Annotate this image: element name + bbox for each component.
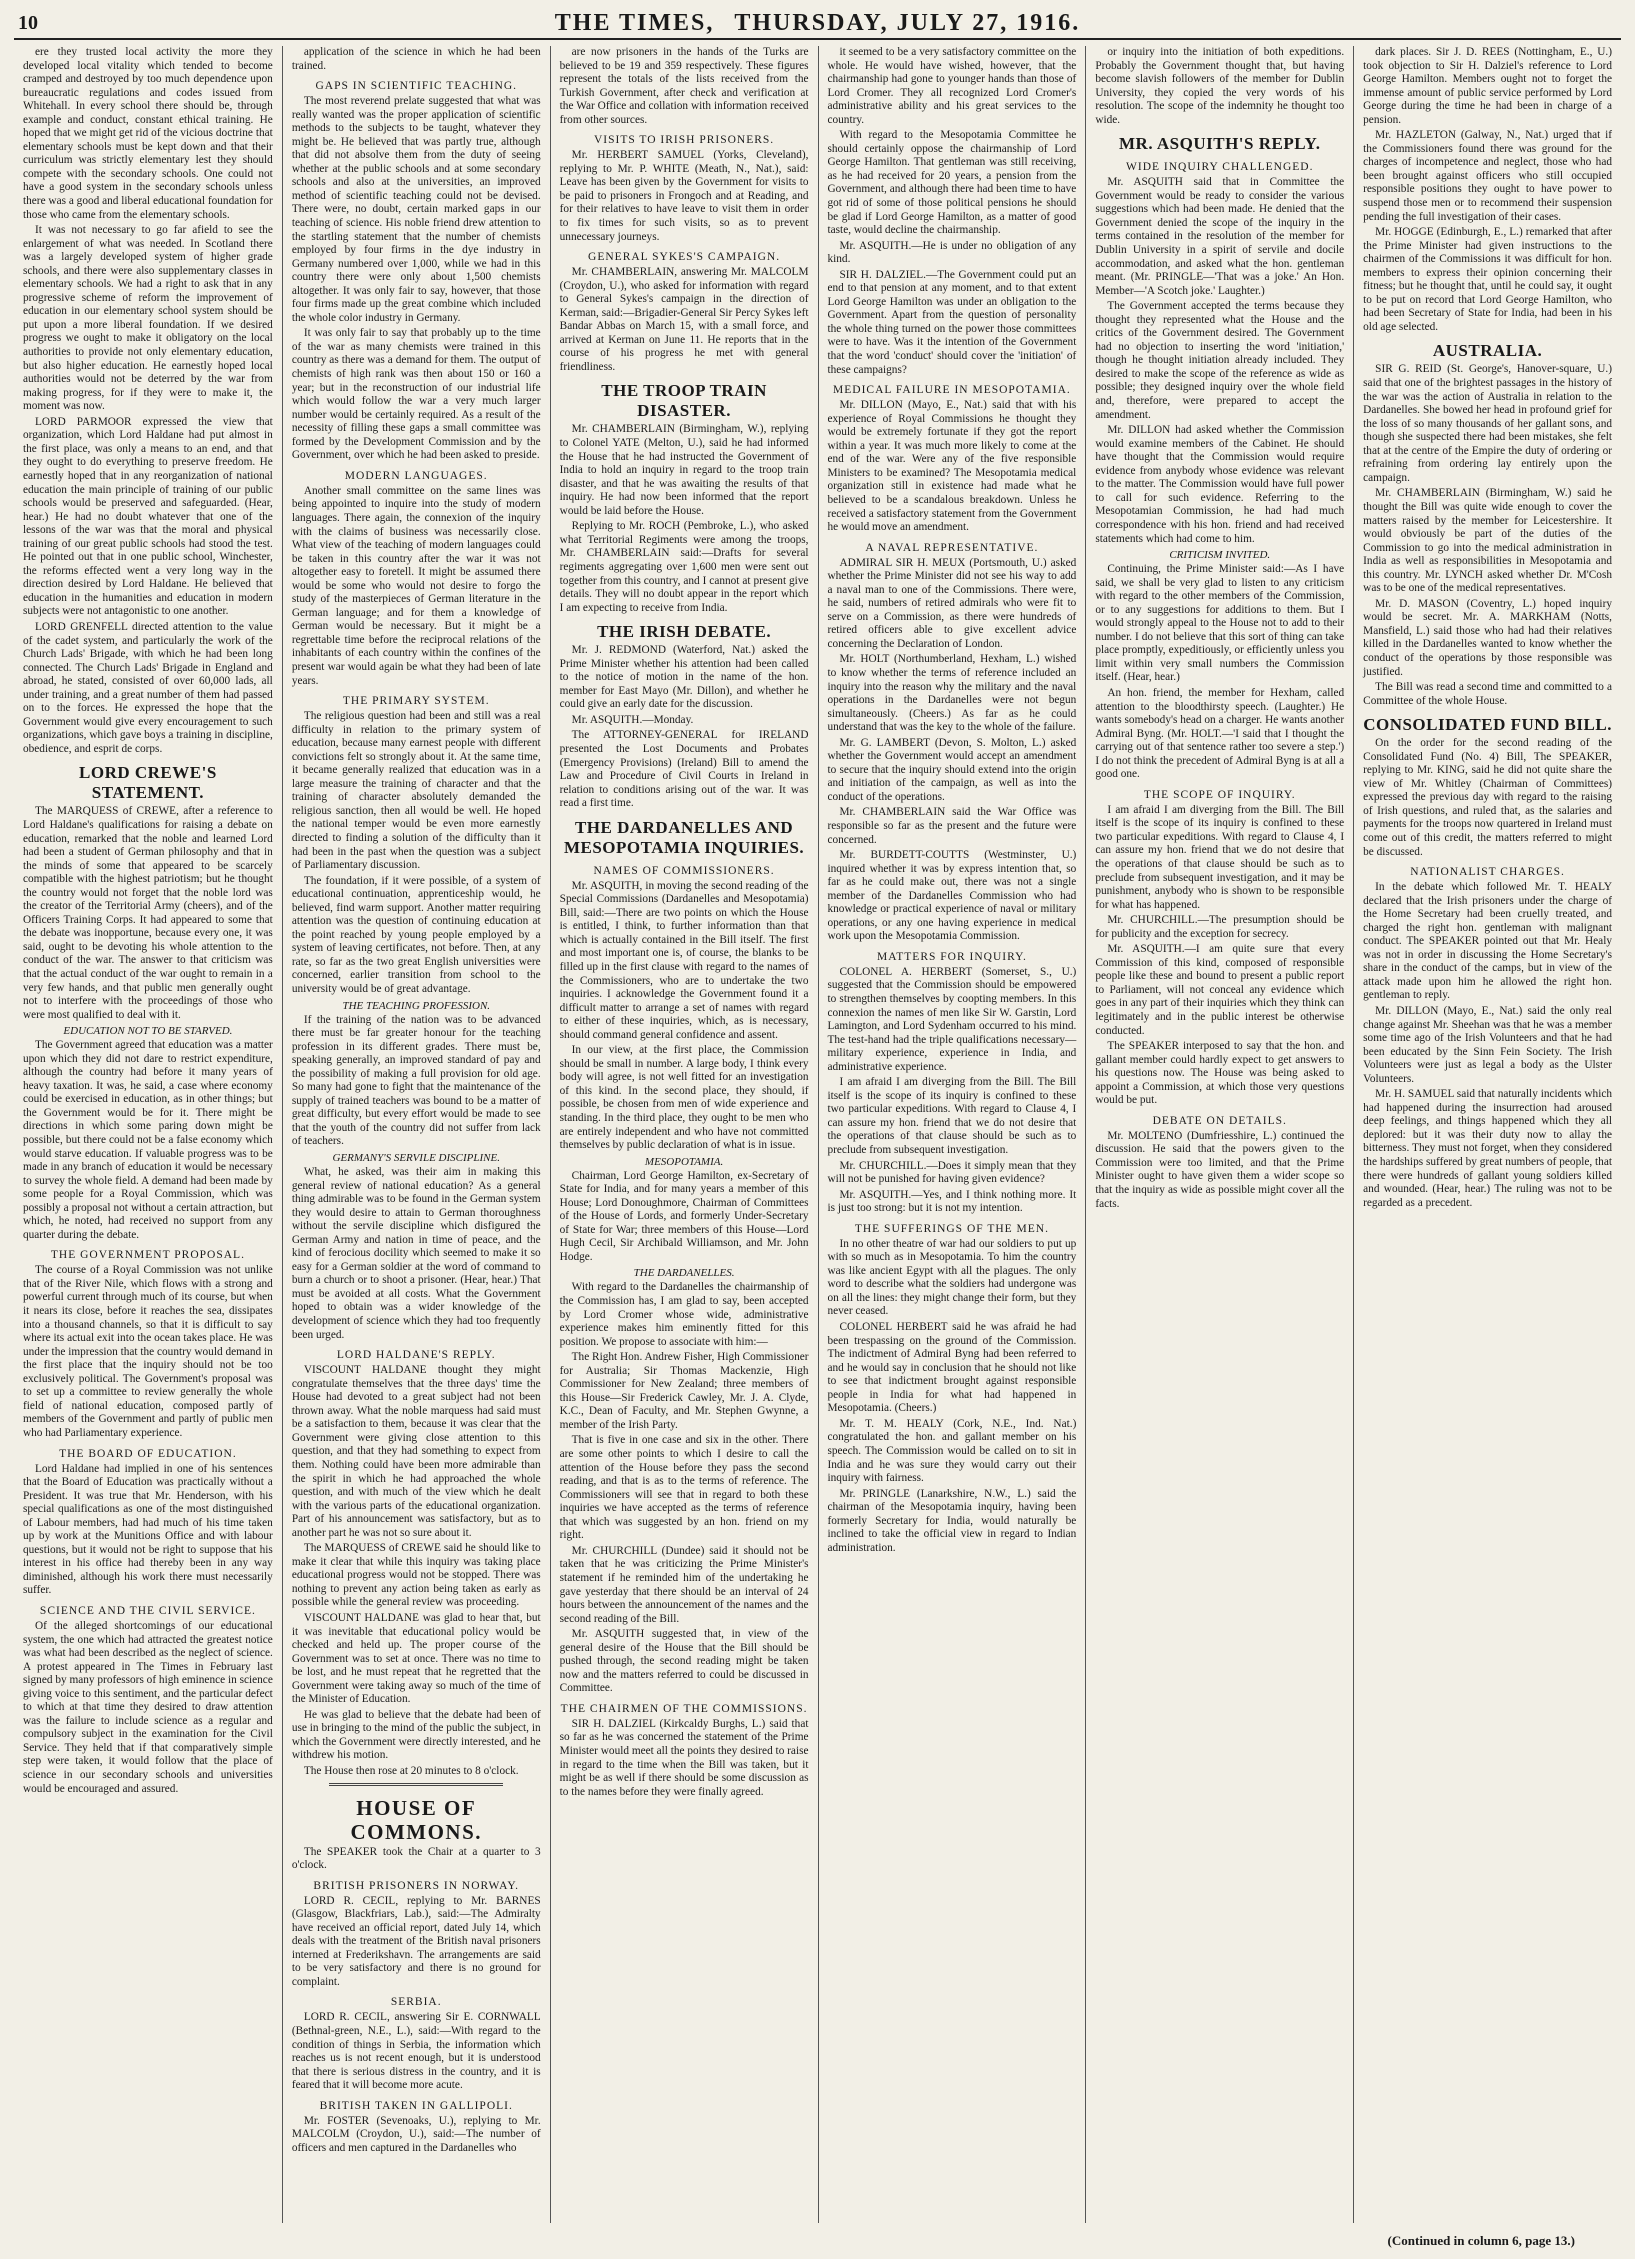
paragraph: ADMIRAL SIR H. MEUX (Portsmouth, U.) asked whether the Prime Minister did not see his way to add a naval man to one of the Commissions. There were, he said, numbers of retired admirals who were fit to serve on a Commission, as there were hundreds of retired officers able to give excellent advice concerning the Declaration of London. bbox=[827, 556, 1077, 650]
continuation-note: (Continued in column 6, page 13.) bbox=[1387, 2233, 1575, 2248]
paragraph: The course of a Royal Commission was not unlike that of the River Nile, which flows with a strong and powerful current through much of its course, but when it nears its close, before it reaches the sea, dissipates into a thousand channels, so that it is difficult to say where its actual exit into the ocean takes place. He was under the impression that the country would demand in the first place that the inquiry should not be too exclusively political. The Government's proposal was to set up a committee to review generally the whole field of national education, composed partly of members of the Government and partly of public men who had Parliamentary experience. bbox=[23, 1264, 273, 1439]
paragraph: In our view, at the first place, the Commission should be small in number. A large body, I think every body will agree, is not well fitted for an investigation of this kind. In the second place, they should, if possible, be chosen from men of wide experience and standing. In the third place, they ought to be men who are entirely independent and who have not committed themselves by public declaration of what is in issue. bbox=[559, 1044, 809, 1152]
paragraph: Chairman, Lord George Hamilton, ex-Secretary of State for India, and for many years a member of this House; Lord Donoughmore, Chairman of Committees of the House of Lords, and formerly Under-Secretary of State for War; three members of this House—Lord Hugh Cecil, Sir Archibald Williamson, and Mr. John Hodge. bbox=[559, 1169, 809, 1263]
paragraph: Mr. ASQUITH suggested that, in view of the general desire of the House that the Bill should be pushed through, the second reading might be taken now and the matters referred to could be discussed in Committee. bbox=[559, 1628, 809, 1695]
subheading: LORD HALDANE'S REPLY. bbox=[336, 1349, 496, 1362]
paragraph: He was glad to believe that the debate had been of use in bringing to the mind of the public the subject, in which the Government were directly interested, and he withdrew his motion. bbox=[291, 1708, 541, 1762]
paragraph: Mr. ASQUITH.—Monday. bbox=[571, 713, 694, 726]
column-3 bbox=[550, 46, 818, 2223]
paragraph: Mr. CHURCHILL.—Does it simply mean that they will not be punished for having given evidence? bbox=[827, 1159, 1077, 1186]
subheading: THE CHAIRMEN OF THE COMMISSIONS. bbox=[560, 1702, 808, 1715]
paragraph: The House then rose at 20 minutes to 8 o'clock. bbox=[303, 1764, 519, 1777]
subheading: MODERN LANGUAGES. bbox=[344, 469, 488, 482]
paragraph: The SPEAKER took the Chair at a quarter to 3 o'clock. bbox=[291, 1845, 541, 1872]
paragraph: With regard to the Dardanelles the chairmanship of the Commission has, I am glad to say, been accepted by Lord Cromer whose wide, administrative experience makes him eminently fitted for this position. We propose to associate with him:— bbox=[559, 1281, 809, 1348]
masthead-title bbox=[14, 10, 1621, 37]
paragraph: application of the science in which he had been trained. bbox=[291, 46, 541, 72]
subheading: SCIENCE AND THE CIVIL SERVICE. bbox=[39, 1604, 256, 1617]
subheading: MATTERS FOR INQUIRY. bbox=[877, 950, 1027, 963]
paragraph: What, he asked, was their aim in making this general review of national education? As a general thing admirable was to be found in the German system they would desire to attain to German thoroughness without the servile discipline which disfigured the German Army and nation in time of peace, and the kind of ferocious docility which seemed to make it so easy for a German soldier at the word of command to burn a church or to shoot a prisoner. (Hear, hear.) That must be avoided at all costs. What the Government hoped to obtain was a wider knowledge of the development of science which they had too frequently been urged. bbox=[291, 1166, 541, 1341]
paragraph: Mr. ASQUITH.—Yes, and I think nothing more. It is just too strong: but it is not my intention. bbox=[827, 1188, 1077, 1215]
paragraph: Mr. ASQUITH said that in Committee the Government would be ready to consider the various suggestions which had been made. He denied that the Government denied the scope of the inquiry in the terms contained in the resolution of the member for Dublin University in a spirit of servile and docile accommodation, and asked what the hon. gentleman meant. (Mr. PRINGLE—'That was a joke.' An Hon. Member—'A Scotch joke.' Laughter.) bbox=[1095, 176, 1345, 297]
paragraph: In no other theatre of war had our soldiers to put up with so much as in Mesopotamia. To him the country was like ancient Egypt with all the plagues. The only word to describe what the soldiers had undergone was on all the lines: they might change their form, but they never ceased. bbox=[827, 1237, 1077, 1318]
subheading: BRITISH PRISONERS IN NORWAY. bbox=[313, 1879, 520, 1892]
paragraph: It was only fair to say that probably up to the time of the war as many chemists were trained in this country as there was a demand for them. The output of chemists of high rank was then about 150 or 160 a year; but in the reconstruction of our industrial life which would follow the war a very much larger number would be certainly required. As a result of the necessity of filling these gaps a small committee was formed by the Development Commission and by the Government, over which he had been asked to preside. bbox=[291, 327, 541, 462]
paragraph: Mr. PRINGLE (Lanarkshire, N.W., L.) said the chairman of the Mesopotamia inquiry, having been formerly Secretary for India, would naturally be inclined to take the official view in regard to Indian administration. bbox=[827, 1487, 1077, 1554]
headline-consolidated-fund: CONSOLIDATED FUND BILL. bbox=[1363, 715, 1612, 735]
subheading: GENERAL SYKES'S CAMPAIGN. bbox=[588, 251, 781, 264]
paragraph: Mr. CHAMBERLAIN (Birmingham, W.), replying to Colonel YATE (Melton, U.), said he had informed the House that he had instructed the Government of India to hold an inquiry in regard to the troop train disaster, and that he was awaiting the results of that inquiry. He had now been informed that the report would be laid before the House. bbox=[559, 423, 809, 517]
paragraph: The foundation, if it were possible, of a system of educational continuation, apprenticeship would, he believed, find warm support. Another matter requiring attention was the question of continuing education at the point reached by young people employed by a system of leaving certificates, not before. Then, at any rate, so far as the two great English universities were concerned, earlier transition from school to the university would be of great advantage. bbox=[291, 874, 541, 995]
subheading: BRITISH TAKEN IN GALLIPOLI. bbox=[319, 2099, 513, 2112]
column-4 bbox=[818, 46, 1086, 2223]
paragraph: or inquiry into the initiation of both expeditions. Probably the Government thought that, but having become slavish followers of the member for Dublin University, they copied the very words of his resolution. The scope of the indemnity he thought too wide. bbox=[1095, 46, 1345, 126]
paragraph: Continuing, the Prime Minister said:—As I have said, we shall be very glad to listen to any criticism with regard to the other members of the Commission, or to any suggestions for additions to them. But I would strongly appeal to the House not to add to their number. I do not believe that this sort of thing can take place promptly, expeditiously, or efficiently unless you limit within very small numbers the Commission itself. (Hear, hear.) bbox=[1095, 563, 1345, 684]
paragraph: The MARQUESS of CREWE said he should like to make it clear that while this inquiry was taking place educational progress would not be stopped. There was nothing to prevent any action being taken as early as possible while the general review was proceeding. bbox=[291, 1542, 541, 1609]
subheading: THE SUFFERINGS OF THE MEN. bbox=[854, 1222, 1049, 1235]
paragraph: dark places. Sir J. D. REES (Nottingham, E., U.) took objection to Sir H. Dalziel's reference to Lord George Hamilton. Members ought not to forget the immense amount of public service performed by Lord George during the time he had been in charge of a pension. bbox=[1363, 46, 1612, 126]
subheading: THE GOVERNMENT PROPOSAL. bbox=[50, 1249, 245, 1262]
paragraph: Mr. HOLT (Northumberland, Hexham, L.) wished to know whether the terms of reference included an inquiry into the reason why the military and the naval operations in the Dardanelles were not begun simultaneously. (Cheers.) As far as he could understand that was the key to the whole of the failure. bbox=[827, 653, 1077, 734]
column-2 bbox=[282, 46, 550, 2223]
paragraph: it seemed to be a very satisfactory committee on the whole. He would have wished, however, that the chairmanship had gone to younger hands than those of Lord Cromer. They all recognized Lord Cromer's administrative ability and his great services to the country. bbox=[827, 46, 1077, 126]
paragraph: Mr. DILLON had asked whether the Commission would examine members of the Cabinet. He should have thought that the Commission would require evidence from anybody whose evidence was relevant to the matter. The Commission would have full power to call for such evidence. Referring to the Mesopotamian Commission, he had had much correspondence with his hon. friend and had received statements which had come to him. bbox=[1095, 424, 1345, 545]
paragraph: LORD GRENFELL directed attention to the value of the cadet system, and particularly the work of the Church Lads' Brigade, with which he had been long connected. The Church Lads' Brigade in England and abroad, he stated, consisted of over 60,000 lads, all under training, and a great number of them had passed on to the forces. He expressed the hope that the Government would give every encouragement to such organizations, which gave boys a training in discipline, obedience, and esprit de corps. bbox=[23, 620, 273, 755]
paragraph: Mr. MOLTENO (Dumfriesshire, L.) continued the discussion. He said that the powers given to the Commission were too limited, and that the Prime Minister ought to have given them a wider scope so that the inquiry as wide as possible might cover all the facts. bbox=[1095, 1129, 1345, 1210]
paragraph: Mr. ASQUITH.—He is under no obligation of any kind. bbox=[827, 239, 1077, 266]
masthead bbox=[14, 8, 1621, 40]
paragraph: Mr. H. SAMUEL said that naturally incidents which had happened during the insurrection had aroused deep feelings, and things happened which they all deplored: but it was their duty now to allay the bitterness. They must not forget, when they considered the hardships suffered by great numbers of people, that there were hundreds of gallant young soldiers killed and wounded. (Hear, hear.) The ruling was not to be regarded as a precedent. bbox=[1363, 1088, 1612, 1209]
paragraph: VISCOUNT HALDANE thought they might congratulate themselves that the three days' time the House had devoted to a great subject had not been thrown away. What the noble marquess had said must be a satisfaction to them, because it was clear that the Government were giving close attention to this question, and that they had something to expect from them. Nothing could have been more admirable than the spirit in which he had approached the whole question, and with much of the view which he dealt with the various parts of the educational organization. Part of his announcement was satisfactory, but as to another part he was not so sure about it. bbox=[291, 1364, 541, 1539]
subheading: EDUCATION NOT TO BE STARVED. bbox=[63, 1025, 233, 1038]
paragraph: The MARQUESS of CREWE, after a reference to Lord Haldane's qualifications for raising a debate on education, remarked that the noble and learned Lord had been a student of German philosophy and that in the minds of some that appeared to be scarcely compatible with the highest patriotism; but he thought the country would not forget that the noble lord was the creator of the Territorial Army (cheers), and of the Officers Training Corps. It had appeared to some that the debate was inopportune, because every one, it was said, ought to be devoting his whole attention to the conduct of the war. The answer to that criticism was that the actual conduct of the war ought to remain in a very few hands, and that public men generally ought not to interfere with the proceedings of those who were most qualified to deal with it. bbox=[23, 805, 273, 1021]
paragraph: Mr. CHAMBERLAIN (Birmingham, W.) said he thought the Bill was quite wide enough to cover the matters raised by the member for Leicestershire. It would obviously be part of the duties of the Commission to go into the medical administration in India as well as responsibilities in Mesopotamia and this country. Mr. LYNCH asked whether Dr. M'Cosh was to be one of the medical representatives. bbox=[1363, 487, 1612, 595]
paragraph: Mr. HERBERT SAMUEL (Yorks, Cleveland), replying to Mr. P. WHITE (Meath, N., Nat.), said: Leave has been given by the Government for visits to be paid to prisoners in Frongoch and at Reading, and for their relatives to have leave to visit them in order to fix times for such visits, so as to prevent unnecessary journeys. bbox=[559, 149, 809, 243]
paragraph: The most reverend prelate suggested that what was really wanted was the proper application of scientific methods to the subjects to be taught, whatever they might be. He believed that was partly true, although that did not absolve them from the duty of seeing whether at the public schools and at some secondary schools and also at the universities, an improved method of scientific teaching could not be devised. There were, no doubt, certain marked gaps in our teaching of science. His noble friend drew attention to the startling statement that the number of chemists employed by four firms in the dye industry in Germany numbered over 1,000, while we had in this country there were only about 1,500 chemists altogether. It was only fair to say, however, that those four firms made up the great combine which included the whole color industry in Germany. bbox=[291, 95, 541, 324]
paragraph: That is five in one case and six in the other. There are some other points to which I desire to call the attention of the House before they pass the second reading, and that is as to the terms of reference. The Commissioners will see that in regard to both these inquiries we have accepted as the terms of reference that which was suggested by an hon. friend on my right. bbox=[559, 1434, 809, 1542]
paragraph: SIR H. DALZIEL.—The Government could put an end to that pension at any moment, and to that extent Lord George Hamilton was under an obligation to the Government. Apart from the question of personality the whole thing turned on the power those committees were to have. Was it the intention of the Government that the word 'conduct' should cover the 'initiation' of these campaigns? bbox=[827, 268, 1077, 376]
subheading: THE BOARD OF EDUCATION. bbox=[59, 1447, 237, 1460]
paragraph: Lord Haldane had implied in one of his sentences that the Board of Education was practically without a President. It was true that Mr. Henderson, with his special qualifications as one of the most distinguished of Labour members, had had much of his time taken up by work at the Munitions Office and with labour questions, but it would not be right to suppose that his interest in his office had thereby been in any way diminished, although his work there must necessarily suffer. bbox=[23, 1462, 273, 1597]
headline-lord-crewe: LORD CREWE'S STATEMENT. bbox=[79, 763, 217, 803]
paragraph: Of the alleged shortcomings of our educational system, the one which had attracted the greatest notice was what had been described as the neglect of science. A protest appeared in The Times in February last signed by many professors of high eminence in science giving voice to this sentiment, and the particular defect to which at that time they desired to draw attention was the failure to include science as a regular and compulsory subject in the examination for the Civil Service. They held that if that comparatively simple step were taken, it would follow that the place of science in our secondary schools and universities would be encouraged and assured. bbox=[23, 1619, 273, 1795]
paragraph: are now prisoners in the hands of the Turks are believed to be 19 and 359 respectively. These figures represent the totals of the lists received from the Turkish Government, after check and verification at the War Office and collation with information received from other sources. bbox=[559, 46, 809, 126]
subheading: GERMANY'S SERVILE DISCIPLINE. bbox=[332, 1152, 500, 1165]
paragraph: LORD R. CECIL, answering Sir E. CORNWALL (Bethnal-green, N.E., L.), said:—With regard to the condition of things in Serbia, the information which reaches us is not recent enough, but it is understood that there is serious distress in the country, and it is feared that it will become more acute. bbox=[291, 2011, 541, 2092]
paragraph: ere they trusted local activity the more they developed local vitality which tended to become cramped and destroyed by too much dependence upon bureaucratic regulations and codes issued from Whitehall. In every school there should be, through example and conduct, constant ethical training. He hoped that we might get rid of the vicious doctrine that elementary schools must be kept down and that their curriculum was strictly elementary lest they should compete with the secondary schools. One could not have a good system in the secondary schools unless there was a good and liberal educational foundation for those who came from the elementary schools. bbox=[23, 46, 273, 221]
column-5 bbox=[1085, 46, 1353, 2223]
paragraph: Mr. J. REDMOND (Waterford, Nat.) asked the Prime Minister whether his attention had been called to the notice of motion in the name of the hon. member for East Mayo (Mr. Dillon), and whether he could give an early date for the discussion. bbox=[559, 644, 809, 711]
newspaper-name: THE TIMES, bbox=[554, 10, 715, 36]
paragraph: Mr. D. MASON (Coventry, L.) hoped inquiry would be secret. Mr. A. MARKHAM (Notts, Mansfield, L.) said those who had had their relatives killed in the Dardanelles wanted to know whether the conduct of the operations by those responsible was justified. bbox=[1363, 597, 1612, 678]
headline-house-of-commons: HOUSE OF COMMONS. bbox=[350, 1795, 483, 1844]
paragraph: I am afraid I am diverging from the Bill. The Bill itself is the scope of its inquiry is confined to these two particular expeditions. With regard to Clause 4, I can assure my hon. friend that we do not desire that the operations of that clause should be such as to preclude from subsequent investigation, and it may be punishment, anybody who is shown to be responsible for what has happened. bbox=[1095, 803, 1345, 911]
headline-irish-debate: THE IRISH DEBATE. bbox=[597, 622, 772, 642]
subheading: GAPS IN SCIENTIFIC TEACHING. bbox=[315, 80, 518, 93]
paragraph: Mr. DILLON (Mayo, E., Nat.) said the only real change against Mr. Sheehan was that he was a member some time ago of the Irish Volunteers and that he had been educated by the Sinn Fein Society. The Irish Volunteers were just as legal a body as the Ulster Volunteers. bbox=[1363, 1005, 1612, 1085]
headline-dardanelles-inquiries: THE DARDANELLES AND MESOPOTAMIA INQUIRIES. bbox=[563, 817, 805, 857]
subheading: THE TEACHING PROFESSION. bbox=[342, 999, 491, 1012]
paragraph: Mr. FOSTER (Sevenoaks, U.), replying to Mr. MALCOLM (Croydon, U.), said:—The number of officers and men captured in the Dardanelles who bbox=[291, 2114, 541, 2154]
paragraph: Mr. HAZLETON (Galway, N., Nat.) urged that if the Commissioners found there was ground for the charges of incompetence and neglect, those who had been brought against officers who still occupied responsible positions they ought to have power to suspend those men or to recommend their suspension pending the full investigation of their cases. bbox=[1363, 129, 1612, 223]
subheading: DEBATE ON DETAILS. bbox=[1152, 1114, 1287, 1127]
paragraph: The SPEAKER interposed to say that the hon. and gallant member could hardly expect to get answers to his questions now. The House was being asked to appoint a Commission, at which those very questions would be put. bbox=[1095, 1040, 1345, 1107]
paragraph: In the debate which followed Mr. T. HEALY declared that the Irish prisoners under the charge of the Home Secretary had been cruelly treated, and charged the right hon. gentleman with malignant conduct. The SPEAKER pointed out that Mr. Healy was not in order in discussing the Home Secretary's share in the conduct of the camps, but in view of the attack made upon him he allowed the right hon. gentleman to reply. bbox=[1363, 881, 1612, 1002]
subheading: VISITS TO IRISH PRISONERS. bbox=[593, 134, 775, 147]
paragraph: Mr. DILLON (Mayo, E., Nat.) said that with his experience of Royal Commissions he thought they would be extremely fortunate if they got the report within a year. It was much more likely to come at the end of the war. Were any of the five responsible Ministers to be examined? The Mesopotamia medical organization still in existence had made what he believed to be a scandalous breakdown. Unless he received a satisfactory statement from the Government he would move an amendment. bbox=[827, 399, 1077, 534]
paragraph: VISCOUNT HALDANE was glad to hear that, but it was inevitable that educational policy would be checked and held up. The proper course of the Government was to set at once. There was no time to be lost, and he must repeat that he regretted that the Government were taking away so much of the time of the Minister of Education. bbox=[291, 1611, 541, 1706]
paragraph: On the order for the second reading of the Consolidated Fund (No. 4) Bill, The SPEAKER, replying to Mr. KING, said he did not quite share the view of Mr. Whitley (Chairman of Committees) expressed the previous day with regard to the raising of Irish questions, and ruled that, as the salaries and payments for the troops now quartered in Ireland must come out of this credit, the matters referred to might be discussed. bbox=[1363, 737, 1612, 858]
column-6 bbox=[1353, 46, 1621, 2223]
subheading: WIDE INQUIRY CHALLENGED. bbox=[1126, 161, 1314, 174]
paragraph: An hon. friend, the member for Hexham, called attention to the bloodthirsty speech. (Laughter.) He wants somebody's head on a charger. He wants another Admiral Byng. (Mr. HOLT.—'I said that I thought the carrying out of that sentence rather too severe a step.') I do not think the precedent of Admiral Byng is at all a good one. bbox=[1095, 686, 1345, 781]
paragraph: I am afraid I am diverging from the Bill. The Bill itself is the scope of its inquiry is confined to these two particular expeditions. With regard to Clause 4, I can assure my hon. friend that we do not desire that the operations of that clause should be such as to preclude from subsequent investigation. bbox=[827, 1076, 1077, 1157]
paragraph: The religious question had been and still was a real difficulty in relation to the primary system of education, because many earnest people with different convictions felt so strongly about it. At the same time, it became generally realized that education was in a large measure the training of character and that the training of character absolutely demanded the religious sanction, then all would be well. He hoped the national temper would be even more earnestly directed to finding a solution of the difficulty than it had been in the past when the question was a subject of Parliamentary discussion. bbox=[291, 710, 541, 872]
paragraph: It was not necessary to go far afield to see the enlargement of what was needed. In Scotland there was a largely developed system of higher grade schools, and there were also supplementary classes in elementary schools. We had a right to ask that in any progressive scheme of reform the improvement of education in our elementary school system should be put upon a more liberal foundation. If we desired progress we ought to make it obligatory on the local authorities to provide not only elementary education, but also higher education. He earnestly hoped local authorities would not be deterred by the war from making progress, for if they were to make it, the moment was now. bbox=[23, 224, 273, 413]
paragraph: COLONEL A. HERBERT (Somerset, S., U.) suggested that the Commission should be empowered to strengthen themselves by coopting members. In this connexion the names of men like Sir W. Garstin, Lord Lamington, and Lord Sydenham occurred to his mind. The test-hand had the triple qualifications necessary—military experience, experience in India, and administrative experience. bbox=[827, 965, 1077, 1073]
subheading: SERBIA. bbox=[390, 1996, 442, 2009]
paragraph: The Bill was read a second time and committed to a Committee of the whole House. bbox=[1363, 681, 1612, 707]
page-number: 10 bbox=[18, 12, 38, 34]
headline-australia: AUSTRALIA. bbox=[1432, 341, 1543, 361]
paragraph: Mr. HOGGE (Edinburgh, E., L.) remarked that after the Prime Minister had given instructions to the chairmen of the Commissions it was difficult for hon. members to express their opinion concerning their fitness; but he thought that, until he could say, it ought to be put on record that Lord George Hamilton, who had been Secretary of State for India, had been in his old age selected. bbox=[1363, 226, 1612, 333]
column-1 bbox=[14, 46, 282, 2223]
paragraph: The Government accepted the terms because they thought they represented what the House and the critics of the Government desired. The Government had no objection to inserting the word 'initiation,' though he thought initiation already included. They desired to make the scope of the reference as wide as possible; they designed inquiry over the whole field and, therefore, were prepared to accept the amendment. bbox=[1095, 300, 1345, 421]
divider bbox=[329, 1783, 503, 1786]
subheading: NAMES OF COMMISSIONERS. bbox=[593, 864, 775, 877]
paragraph: Mr. BURDETT-COUTTS (Westminster, U.) inquired whether it was by express intention that, so far as he could make out, there was not a single member of the Dardanelles Commission who had knowledge or practical experience of naval or military operations, or any one having experience in medical work upon the Mesopotamia Commission. bbox=[827, 849, 1077, 943]
subheading: THE PRIMARY SYSTEM. bbox=[342, 695, 490, 708]
paragraph: If the training of the nation was to be advanced there must be far greater honour for the teaching profession in its different grades. There must be, speaking generally, an improved standard of pay and the possibility of making a full provision for old age. So many had gone to fight that the maintenance of the supply of trained teachers was bound to be a matter of great difficulty, but every effort would be made to see that the youth of the country did not suffer from lack of teachers. bbox=[291, 1013, 541, 1148]
paragraph: Mr. ASQUITH, in moving the second reading of the Special Commissions (Dardanelles and Mesopotamia) Bill, said:—There are two points on which the House is entitled, I think, to further information than that which is actually contained in the Bill itself. The first and most important one is, of course, the blanks to be filled up in the first clause with regard to the names of the Commissioners, who are to undertake the two inquiries. I acknowledge the Government found it a difficult matter to arrange a set of names with regard to either of these inquiries, which, as is necessary, should command general confidence and assent. bbox=[559, 879, 809, 1041]
paragraph: Mr. CHAMBERLAIN, answering Mr. MALCOLM (Croydon, U.), who asked for information with regard to General Sykes's campaign in the direction of Kerman, said:—Brigadier-General Sir Percy Sykes left Bandar Abbas on March 15, with a small force, and arrived at Kerman on June 11. He reports that in the course of his progress he met with general friendliness. bbox=[559, 266, 809, 373]
subheading: CRITICISM INVITED. bbox=[1169, 549, 1271, 562]
subheading: NATIONALIST CHARGES. bbox=[1410, 866, 1565, 879]
paragraph: Mr. CHURCHILL.—The presumption should be for publicity and the exception for secrecy. bbox=[1095, 914, 1345, 940]
paragraph: The ATTORNEY-GENERAL for IRELAND presented the Lost Documents and Probates (Emergency Provisions) (Ireland) Bill to amend the Law and Procedure of Civil Courts in Ireland in relation to conditions arising out of the war. It was read a first time. bbox=[559, 729, 809, 810]
headline-asquith-reply: MR. ASQUITH'S REPLY. bbox=[1119, 134, 1321, 154]
paragraph: Mr. T. M. HEALY (Cork, N.E., Ind. Nat.) congratulated the hon. and gallant member on his speech. The Commission would be called on to sit in India and he was sure they would carry out their inquiry with fairness. bbox=[827, 1417, 1077, 1485]
paragraph: Mr. G. LAMBERT (Devon, S. Molton, L.) asked whether the Government would accept an amendment to secure that the inquiry should extend into the origin and initiation of the campaign, as well as into the conduct of the operations. bbox=[827, 736, 1077, 803]
paragraph: The Government agreed that education was a matter upon which they did not dare to restrict expenditure, although the country had before it many years of heavy taxation. It was, he said, a case where economy could be exercised in education, as in other things; but the Government would be for it. There might be directions in which some paring down might be possible, but there could not be a false economy which would starve education. If valuable progress was to be made in any branch of education it would be necessary to survey the whole field. A demand had been made by some people for a Royal Commission, which was possibly a proposal not without a certain attraction, but which, he noted, had received no support from any quarter during the debate. bbox=[23, 1039, 273, 1241]
paragraph: SIR G. REID (St. George's, Hanover-square, U.) said that one of the brightest passages in the history of the war was the action of Australia in relation to the Dardanelles. She bowed her head in profound grief for the loss of so many thousands of her gallant sons, and though she suspected there had been mistakes, she felt that at the centre of the Empire the duty of ordering or refraining from ordering lay entirely upon the campaign. bbox=[1363, 363, 1612, 484]
subheading: MEDICAL FAILURE IN MESOPOTAMIA. bbox=[833, 384, 1071, 397]
paragraph: LORD PARMOOR expressed the view that organization, which Lord Haldane had put almost in the first place, was only a means to an end, and that they ought to do everything to preserve freedom. He earnestly hoped that in any reorganization of national education the main principle of training of our public schools would be preserved and safeguarded. (Hear, hear.) He had no doubt whatever that one of the lessons of the war was that the moral and physical training of our great public schools had stood the test. He pointed out that in one public school, Winchester, the reforms effected went a very long way in the direction desired by Lord Haldane. He believed that education in the humanities and education in modern subjects were not antagonistic to one another. bbox=[23, 415, 273, 618]
paragraph: Replying to Mr. ROCH (Pembroke, L.), who asked what Territorial Regiments were among the troops, Mr. CHAMBERLAIN said:—Drafts for several regiments aggregating over 1,600 men were sent out together from this country, and I cannot at present give details. They will no doubt appear in the report which I am expecting to receive from India. bbox=[559, 520, 809, 614]
issue-date: THURSDAY, JULY 27, 1916. bbox=[734, 10, 1081, 36]
subheading: MESOPOTAMIA. bbox=[644, 1155, 724, 1168]
paragraph: LORD R. CECIL, replying to Mr. BARNES (Glasgow, Blackfriars, Lab.), said:—The Admiralty have received an official report, dated July 14, which deals with the treatment of the British naval prisoners interned at Frederikshavn. The arrangements are said to be very satisfactory and there is no ground for complaint. bbox=[291, 1894, 541, 1988]
headline-troop-train: THE TROOP TRAIN DISASTER. bbox=[601, 381, 767, 421]
paragraph: Mr. CHURCHILL (Dundee) said it should not be taken that he was criticizing the Prime Minister's statement if he reminded him of the undertaking he gave yesterday that there should be an interval of 24 hours between the announcement of the names and the second reading of the Bill. bbox=[559, 1544, 809, 1625]
paragraph: Mr. CHAMBERLAIN said the War Office was responsible so far as the present and the future were concerned. bbox=[827, 806, 1077, 846]
paragraph: With regard to the Mesopotamia Committee he should certainly oppose the chairmanship of Lord George Hamilton. That gentleman was still receiving, as he had received for 20 years, a pension from the Government, and although there had been time to have got rid of some of those political pensions he should be glad if Lord George Hamilton, as a matter of good taste, would decline the chairmanship. bbox=[827, 129, 1077, 237]
article-columns bbox=[14, 46, 1621, 2223]
subheading: THE SCOPE OF INQUIRY. bbox=[1143, 788, 1296, 801]
paragraph: COLONEL HERBERT said he was afraid he had been trespassing on the ground of the Commission. The indictment of Admiral Byng had been referred to and he would say in conclusion that he should not like to see that indictment brought against responsible people in India for what had happened in Mesopotamia. (Cheers.) bbox=[827, 1321, 1077, 1415]
subheading: THE DARDANELLES. bbox=[633, 1267, 735, 1280]
paragraph: The Right Hon. Andrew Fisher, High Commissioner for Australia; Sir Thomas Mackenzie, High Commissioner for New Zealand; three members of this House—Sir Frederick Cawley, Mr. J. A. Clyde, K.C., Dean of Faculty, and Mr. Stephen Gwynne, a member of the Irish Party. bbox=[559, 1351, 809, 1431]
paragraph: Mr. ASQUITH.—I am quite sure that every Commission of this kind, composed of responsible people like these and bound to present a public report to Parliament, will not conceal any evidence which goes in any part of their inquiries which they think can legitimately and in the public interest be otherwise conducted. bbox=[1095, 943, 1345, 1037]
subheading: A NAVAL REPRESENTATIVE. bbox=[865, 541, 1039, 554]
paragraph: Another small committee on the same lines was being appointed to inquire into the study of modern languages. There again, the connexion of the inquiry with the claims of business was necessarily close. What view of the teaching of modern languages could be taken in this country after the war it was not altogether easy to foretell. It might be assumed there would be some who would not desire to forgo the study of the masterpieces of German literature in the German language; and for them a knowledge of German would be necessary. But it might be a regrettable time before the reciprocal relations of the inhabitants of each country within the confines of the present war would again be what they had been of late years. bbox=[291, 484, 541, 687]
paragraph: SIR H. DALZIEL (Kirkcaldy Burghs, L.) said that so far as he was concerned the statement of the Prime Minister would meet all the points they desired to raise in regard to the time when the Bill was taken, but it might be as well if there should be some discussion as to the names before they were finally agreed. bbox=[559, 1717, 809, 1798]
